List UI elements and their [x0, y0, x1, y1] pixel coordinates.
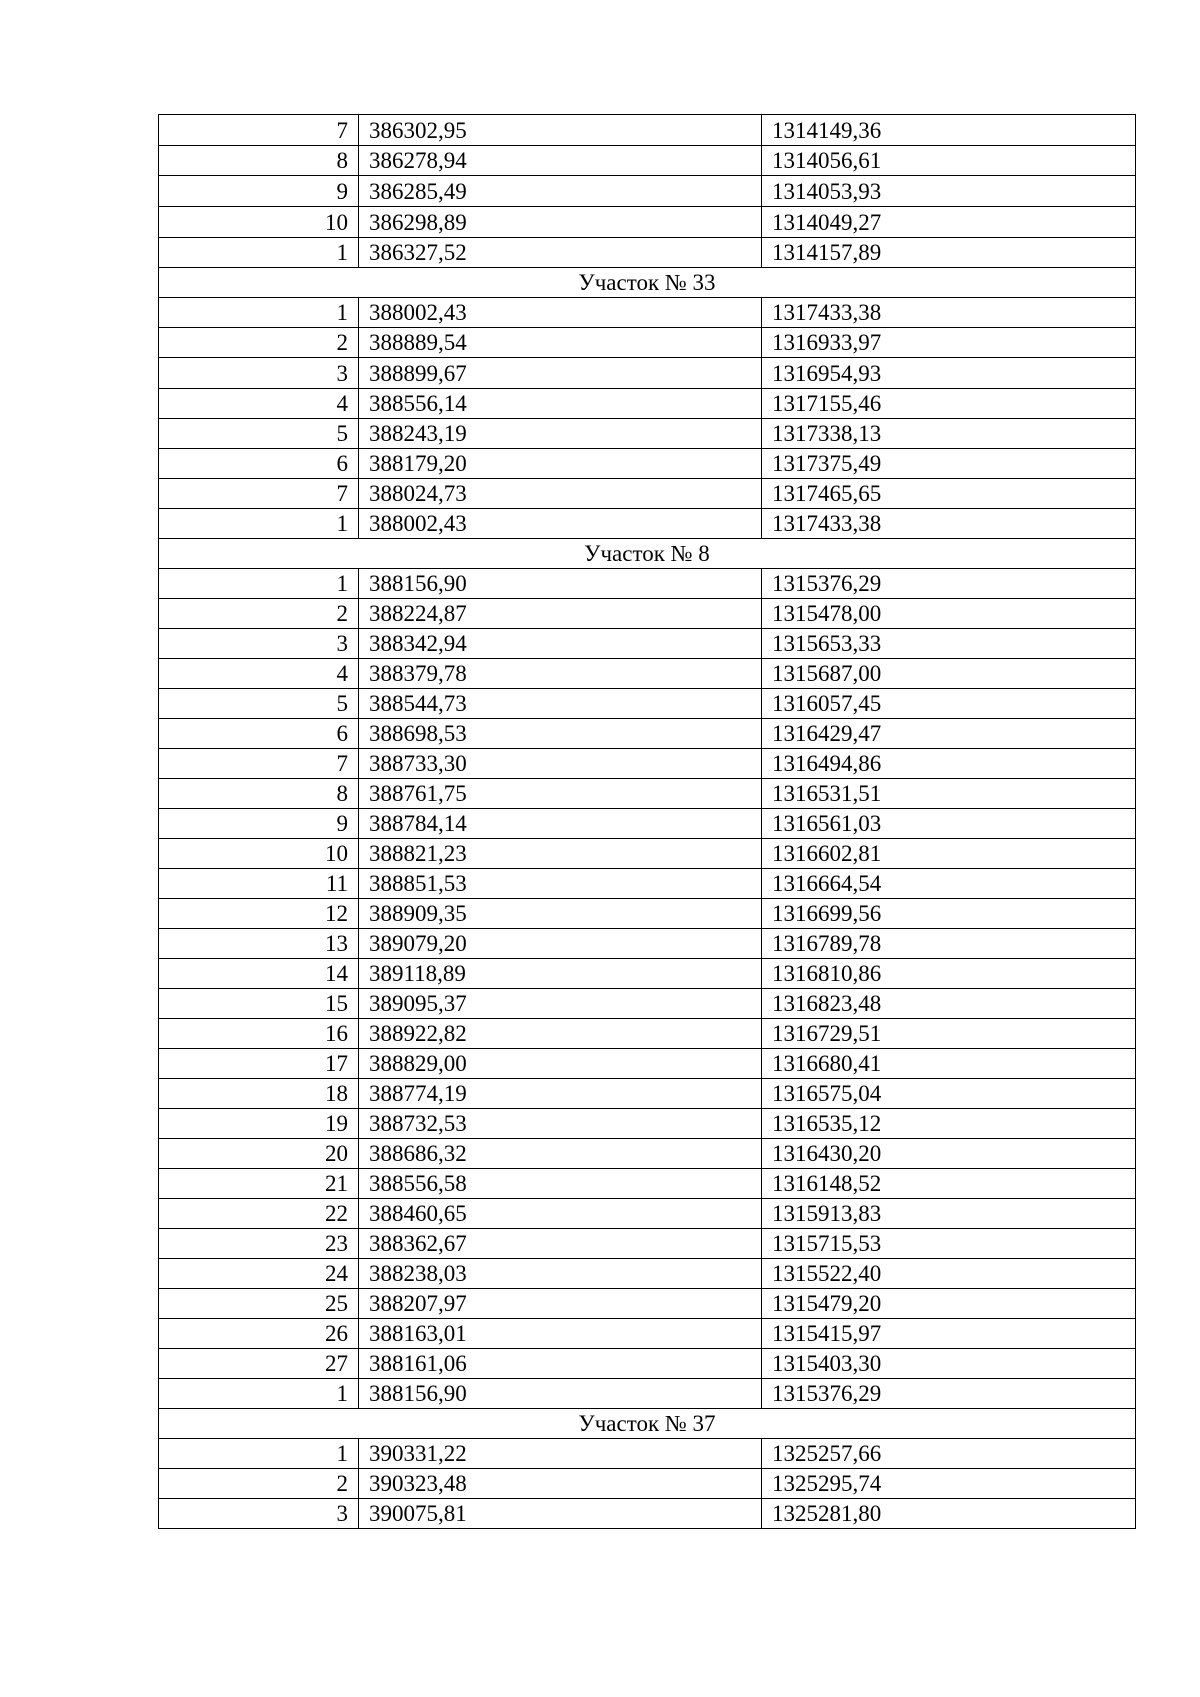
table-row: [159, 1109, 1136, 1139]
point-number-cell: 15: [159, 989, 359, 1019]
y-coordinate-cell: 1316699,56: [762, 899, 1136, 929]
x-coordinate-cell: 388342,94: [359, 629, 762, 659]
x-coordinate-cell: 388243,19: [359, 419, 762, 449]
point-number-cell: 27: [159, 1349, 359, 1379]
y-coordinate-cell: 1315403,30: [762, 1349, 1136, 1379]
point-number-cell: 25: [159, 1289, 359, 1319]
y-coordinate-cell: 1317375,49: [762, 449, 1136, 479]
point-number-cell: 4: [159, 389, 359, 419]
y-coordinate-cell: 1316535,12: [762, 1109, 1136, 1139]
y-coordinate-cell: 1325295,74: [762, 1469, 1136, 1499]
y-coordinate-cell: 1316823,48: [762, 989, 1136, 1019]
x-coordinate-cell: 388002,43: [359, 509, 762, 539]
section-header-row: [159, 1409, 1136, 1439]
table-row: [159, 509, 1136, 539]
table-row: [159, 689, 1136, 719]
table-row: [159, 1079, 1136, 1109]
table-row: [159, 1469, 1136, 1499]
x-coordinate-cell: 388163,01: [359, 1319, 762, 1349]
y-coordinate-cell: 1315687,00: [762, 659, 1136, 689]
x-coordinate-cell: 388156,90: [359, 1379, 762, 1409]
table-row: [159, 1319, 1136, 1349]
y-coordinate-cell: 1317155,46: [762, 389, 1136, 419]
section-title: Участок № 8: [159, 539, 1136, 569]
y-coordinate-cell: 1316810,86: [762, 959, 1136, 989]
x-coordinate-cell: 388889,54: [359, 328, 762, 358]
table-row: [159, 146, 1136, 176]
x-coordinate-cell: 388179,20: [359, 449, 762, 479]
point-number-cell: 1: [159, 298, 359, 328]
y-coordinate-cell: 1316430,20: [762, 1139, 1136, 1169]
point-number-cell: 1: [159, 569, 359, 599]
x-coordinate-cell: 386327,52: [359, 238, 762, 268]
x-coordinate-cell: 388899,67: [359, 358, 762, 389]
table-row: [159, 1049, 1136, 1079]
y-coordinate-cell: 1315376,29: [762, 1379, 1136, 1409]
table-row: [159, 1379, 1136, 1409]
point-number-cell: 22: [159, 1199, 359, 1229]
y-coordinate-cell: 1315376,29: [762, 569, 1136, 599]
point-number-cell: 18: [159, 1079, 359, 1109]
y-coordinate-cell: 1317433,38: [762, 509, 1136, 539]
x-coordinate-cell: 388161,06: [359, 1349, 762, 1379]
x-coordinate-cell: 388784,14: [359, 809, 762, 839]
x-coordinate-cell: 388460,65: [359, 1199, 762, 1229]
coordinates-table: [158, 114, 1136, 1529]
point-number-cell: 3: [159, 1499, 359, 1529]
table-row: [159, 389, 1136, 419]
x-coordinate-cell: 388024,73: [359, 479, 762, 509]
table-row: [159, 358, 1136, 389]
x-coordinate-cell: 390323,48: [359, 1469, 762, 1499]
point-number-cell: 14: [159, 959, 359, 989]
x-coordinate-cell: 388774,19: [359, 1079, 762, 1109]
point-number-cell: 3: [159, 358, 359, 389]
point-number-cell: 10: [159, 839, 359, 869]
point-number-cell: 10: [159, 207, 359, 238]
table-row: [159, 328, 1136, 358]
table-row: [159, 176, 1136, 207]
y-coordinate-cell: 1315415,97: [762, 1319, 1136, 1349]
table-row: [159, 1019, 1136, 1049]
point-number-cell: 26: [159, 1319, 359, 1349]
table-row: [159, 419, 1136, 449]
point-number-cell: 4: [159, 659, 359, 689]
y-coordinate-cell: 1316602,81: [762, 839, 1136, 869]
y-coordinate-cell: 1315479,20: [762, 1289, 1136, 1319]
x-coordinate-cell: 388686,32: [359, 1139, 762, 1169]
point-number-cell: 7: [159, 749, 359, 779]
x-coordinate-cell: 388002,43: [359, 298, 762, 328]
coordinates-table-body: [159, 115, 1136, 1529]
table-row: [159, 1199, 1136, 1229]
table-row: [159, 1439, 1136, 1469]
point-number-cell: 1: [159, 238, 359, 268]
point-number-cell: 23: [159, 1229, 359, 1259]
x-coordinate-cell: 386278,94: [359, 146, 762, 176]
table-row: [159, 449, 1136, 479]
section-header-row: [159, 268, 1136, 298]
x-coordinate-cell: 388238,03: [359, 1259, 762, 1289]
x-coordinate-cell: 386298,89: [359, 207, 762, 238]
point-number-cell: 3: [159, 629, 359, 659]
x-coordinate-cell: 388829,00: [359, 1049, 762, 1079]
x-coordinate-cell: 389118,89: [359, 959, 762, 989]
point-number-cell: 2: [159, 599, 359, 629]
point-number-cell: 11: [159, 869, 359, 899]
y-coordinate-cell: 1314049,27: [762, 207, 1136, 238]
x-coordinate-cell: 388379,78: [359, 659, 762, 689]
table-row: [159, 809, 1136, 839]
table-row: [159, 899, 1136, 929]
x-coordinate-cell: 389079,20: [359, 929, 762, 959]
table-row: [159, 749, 1136, 779]
y-coordinate-cell: 1316680,41: [762, 1049, 1136, 1079]
y-coordinate-cell: 1317433,38: [762, 298, 1136, 328]
y-coordinate-cell: 1316561,03: [762, 809, 1136, 839]
point-number-cell: 1: [159, 1379, 359, 1409]
y-coordinate-cell: 1316148,52: [762, 1169, 1136, 1199]
point-number-cell: 8: [159, 779, 359, 809]
table-row: [159, 207, 1136, 238]
x-coordinate-cell: 388544,73: [359, 689, 762, 719]
table-row: [159, 1349, 1136, 1379]
point-number-cell: 5: [159, 689, 359, 719]
x-coordinate-cell: 388556,58: [359, 1169, 762, 1199]
y-coordinate-cell: 1317465,65: [762, 479, 1136, 509]
y-coordinate-cell: 1316531,51: [762, 779, 1136, 809]
table-row: [159, 1259, 1136, 1289]
y-coordinate-cell: 1325257,66: [762, 1439, 1136, 1469]
point-number-cell: 1: [159, 509, 359, 539]
point-number-cell: 17: [159, 1049, 359, 1079]
y-coordinate-cell: 1314056,61: [762, 146, 1136, 176]
y-coordinate-cell: 1316429,47: [762, 719, 1136, 749]
point-number-cell: 5: [159, 419, 359, 449]
section-title: Участок № 37: [159, 1409, 1136, 1439]
y-coordinate-cell: 1316954,93: [762, 358, 1136, 389]
x-coordinate-cell: 390331,22: [359, 1439, 762, 1469]
point-number-cell: 12: [159, 899, 359, 929]
point-number-cell: 6: [159, 719, 359, 749]
table-row: [159, 115, 1136, 146]
point-number-cell: 16: [159, 1019, 359, 1049]
x-coordinate-cell: 388207,97: [359, 1289, 762, 1319]
table-row: [159, 238, 1136, 268]
x-coordinate-cell: 389095,37: [359, 989, 762, 1019]
y-coordinate-cell: 1325281,80: [762, 1499, 1136, 1529]
table-row: [159, 959, 1136, 989]
table-row: [159, 719, 1136, 749]
y-coordinate-cell: 1316789,78: [762, 929, 1136, 959]
y-coordinate-cell: 1315522,40: [762, 1259, 1136, 1289]
table-row: [159, 1229, 1136, 1259]
point-number-cell: 7: [159, 115, 359, 146]
point-number-cell: 2: [159, 328, 359, 358]
table-row: [159, 779, 1136, 809]
y-coordinate-cell: 1315913,83: [762, 1199, 1136, 1229]
y-coordinate-cell: 1316729,51: [762, 1019, 1136, 1049]
x-coordinate-cell: 388224,87: [359, 599, 762, 629]
y-coordinate-cell: 1316933,97: [762, 328, 1136, 358]
x-coordinate-cell: 388362,67: [359, 1229, 762, 1259]
y-coordinate-cell: 1317338,13: [762, 419, 1136, 449]
x-coordinate-cell: 386302,95: [359, 115, 762, 146]
point-number-cell: 6: [159, 449, 359, 479]
point-number-cell: 13: [159, 929, 359, 959]
table-row: [159, 659, 1136, 689]
x-coordinate-cell: 388556,14: [359, 389, 762, 419]
point-number-cell: 7: [159, 479, 359, 509]
point-number-cell: 24: [159, 1259, 359, 1289]
x-coordinate-cell: 388698,53: [359, 719, 762, 749]
y-coordinate-cell: 1314157,89: [762, 238, 1136, 268]
x-coordinate-cell: 388761,75: [359, 779, 762, 809]
table-row: [159, 869, 1136, 899]
y-coordinate-cell: 1315653,33: [762, 629, 1136, 659]
table-row: [159, 839, 1136, 869]
point-number-cell: 9: [159, 809, 359, 839]
table-row: [159, 1169, 1136, 1199]
table-row: [159, 989, 1136, 1019]
point-number-cell: 20: [159, 1139, 359, 1169]
x-coordinate-cell: 390075,81: [359, 1499, 762, 1529]
table-row: [159, 599, 1136, 629]
table-row: [159, 929, 1136, 959]
y-coordinate-cell: 1316575,04: [762, 1079, 1136, 1109]
x-coordinate-cell: 388821,23: [359, 839, 762, 869]
x-coordinate-cell: 388922,82: [359, 1019, 762, 1049]
table-row: [159, 1289, 1136, 1319]
table-row: [159, 298, 1136, 328]
point-number-cell: 2: [159, 1469, 359, 1499]
table-row: [159, 629, 1136, 659]
table-row: [159, 1499, 1136, 1529]
x-coordinate-cell: 388156,90: [359, 569, 762, 599]
point-number-cell: 9: [159, 176, 359, 207]
x-coordinate-cell: 388732,53: [359, 1109, 762, 1139]
x-coordinate-cell: 388909,35: [359, 899, 762, 929]
table-row: [159, 479, 1136, 509]
y-coordinate-cell: 1315478,00: [762, 599, 1136, 629]
y-coordinate-cell: 1315715,53: [762, 1229, 1136, 1259]
x-coordinate-cell: 388733,30: [359, 749, 762, 779]
y-coordinate-cell: 1314053,93: [762, 176, 1136, 207]
y-coordinate-cell: 1316664,54: [762, 869, 1136, 899]
y-coordinate-cell: 1314149,36: [762, 115, 1136, 146]
table-row: [159, 1139, 1136, 1169]
section-title: Участок № 33: [159, 268, 1136, 298]
point-number-cell: 1: [159, 1439, 359, 1469]
point-number-cell: 8: [159, 146, 359, 176]
table-row: [159, 569, 1136, 599]
y-coordinate-cell: 1316057,45: [762, 689, 1136, 719]
point-number-cell: 21: [159, 1169, 359, 1199]
section-header-row: [159, 539, 1136, 569]
x-coordinate-cell: 388851,53: [359, 869, 762, 899]
point-number-cell: 19: [159, 1109, 359, 1139]
y-coordinate-cell: 1316494,86: [762, 749, 1136, 779]
x-coordinate-cell: 386285,49: [359, 176, 762, 207]
